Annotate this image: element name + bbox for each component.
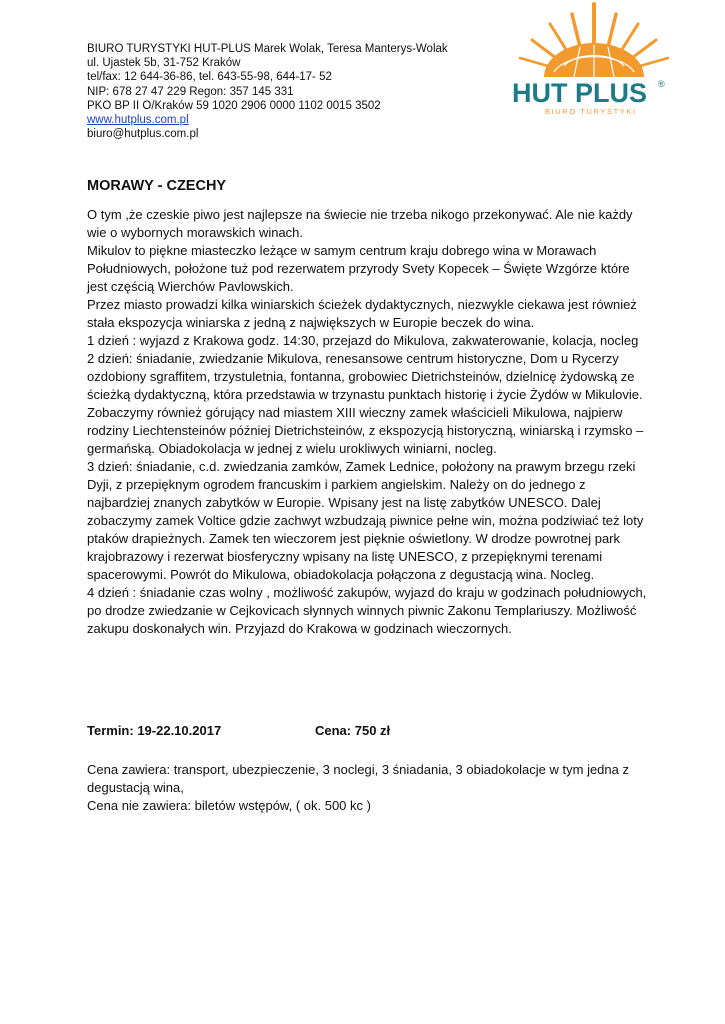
day-1-paragraph: 1 dzień : wyjazd z Krakowa godz. 14:30, przejazd do Mikulova, zakwaterowanie, kolacja, nocleg — [87, 333, 639, 348]
logo-registered-mark: ® — [658, 79, 665, 89]
trip-price: Cena: 750 zł — [315, 723, 391, 738]
logo-name: HUT PLUS — [512, 78, 647, 108]
day-2-paragraph: 2 dzień: śniadanie, zwiedzanie Mikulova, renesansowe centrum historyczne, Dom u Rycerzy ozdobiony sgraffitem, trzystuletnia, fontanna, grobowiec Dietrichsteinów, dzielnicę żydowską ze ścieżką dydaktyczną, która przedstawia w trzynastu punktach historię i życie Żydów w Mikulovie. Zobaczymy również górujący nad miastem XIII wieczny zamek właścicieli Mikulowa, najpierw rodziny Liechtensteinów później Dietrichsteinów, z ekspozycją historyczną, winiarską i rzymsko – germańską. Obiadokolacja w jednej z wielu urokliwych winiarni, nocleg. — [87, 351, 644, 456]
day-3-paragraph: 3 dzień: śniadanie, c.d. zwiedzania zamków, Zamek Lednice, położony na prawym brzegu rzeki Dyji, z przepięknym ogrodem francuskim i parkiem angielskim. Należy on do jednego z najbardziej znanych zabytków w Europie. Wpisany jest na listę zabytków UNESCO. Dalej zobaczymy zamek Voltice gdzie zachwyt wzbudzają piwnice pełne win, można podziwiać też loty ptaków drapieżnych. Zamek ten wieczorem jest pięknie oświetlony. W drodze powrotnej park krajobrazowy i rezerwat biosferyczny wpisany na listę UNESCO, z przepięknymi terenami spacerowymi. Powrót do Mikulowa, obiadokolacja połączona z degustacją wina. Nocleg. — [87, 459, 644, 582]
agency-contact-block — [87, 42, 448, 141]
wine-trails-paragraph: Przez miasto prowadzi kilka winiarskich ścieżek dydaktycznych, niezwykle ciekawa jest również stała ekspozycja winiarska z jedną z największych w Europie beczek do wina. — [87, 297, 637, 330]
trip-date: Termin: 19-22.10.2017 — [87, 723, 222, 738]
agency-name: BIURO TURYSTYKI HUT-PLUS Marek Wolak, Teresa Manterys-Wolak — [87, 43, 448, 55]
agency-address: ul. Ujastek 5b, 31-752 Kraków — [87, 57, 241, 70]
intro-paragraph: O tym ,że czeskie piwo jest najlepsze na świecie nie trzeba nikogo przekonywać. Ale nie każdy wie o wybornych morawskich winach. — [87, 207, 633, 240]
price-excludes: Cena nie zawiera: biletów wstępów, ( ok. 500 kc ) — [87, 798, 371, 813]
agency-phone: tel/fax: 12 644-36-86, tel. 643-55-98, 644-17- 52 — [87, 71, 332, 84]
mikulov-paragraph: Mikulov to piękne miasteczko leżące w samym centrum kraju dobrego wina w Morawach Południowych, położone tuż pod rezerwatem przyrody Svety Kopecek – Święte Wzgórze które jest częścią Wierchów Pavlowskich. — [87, 243, 630, 294]
logo-tagline: BIURO TURYSTYKI — [545, 107, 637, 116]
trip-terms — [87, 722, 391, 740]
day-4-paragraph: 4 dzień : śniadanie czas wolny , możliwość zakupów, wyjazd do kraju w godzinach południowych, po drodze zwiedzanie w Cejkovicach słynnych winnych piwnic Zakonu Templariuszy. Możliwość zakupu doskonałych win. Przyjazd do Krakowa w godzinach wieczornych. — [87, 585, 647, 636]
pricing-details — [87, 761, 647, 815]
sun-rays-icon — [508, 0, 680, 130]
page-title: MORAWY - CZECHY — [87, 178, 227, 194]
hut-plus-logo — [508, 0, 680, 130]
agency-email: biuro@hutplus.com.pl — [87, 128, 199, 141]
trip-description — [87, 206, 647, 638]
agency-tax-ids: NIP: 678 27 47 229 Regon: 357 145 331 — [87, 85, 294, 98]
agency-bank-account: PKO BP II O/Kraków 59 1020 2906 0000 1102 0015 3502 — [87, 99, 381, 112]
website-link[interactable]: www.hutplus.com.pl — [87, 114, 189, 127]
price-includes: Cena zawiera: transport, ubezpieczenie, 3 noclegi, 3 śniadania, 3 obiadokolacje w tym jedna z degustacją wina, — [87, 762, 629, 795]
